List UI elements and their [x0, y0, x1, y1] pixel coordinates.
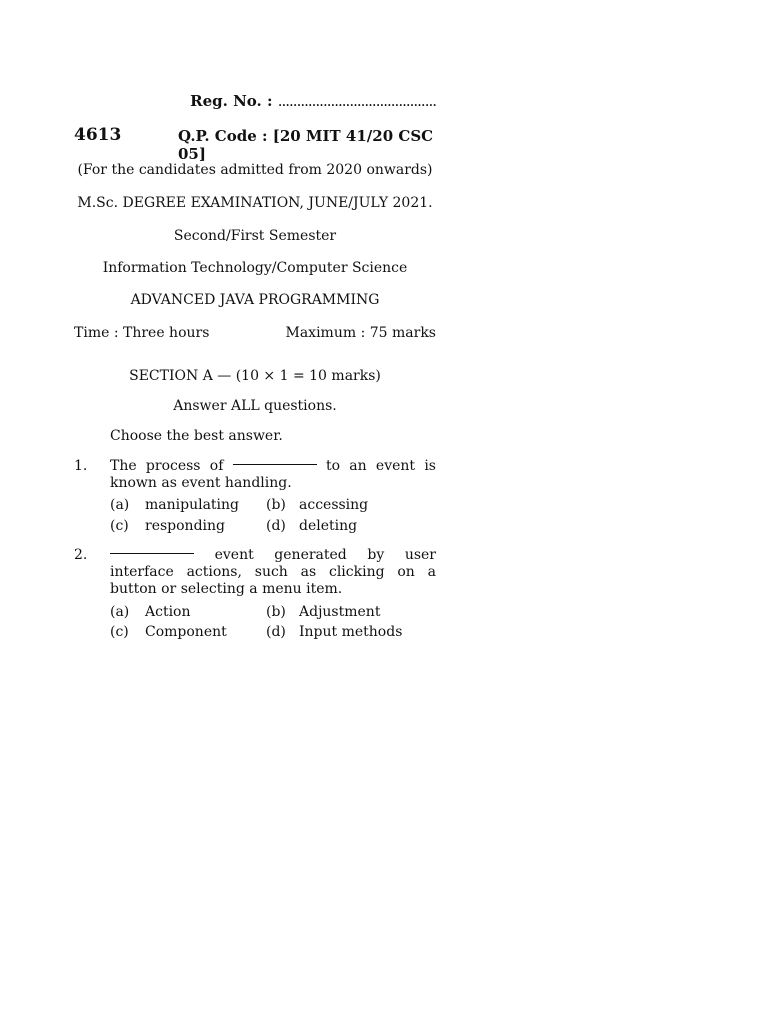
- option-text: accessing: [299, 497, 369, 513]
- question-stem: event generated by user interface actions, such as clicking on a button or selecting a menu item.: [110, 547, 436, 597]
- option-key: (c): [110, 624, 129, 640]
- subject-title: ADVANCED JAVA PROGRAMMING: [130, 292, 380, 308]
- option-key: (a): [110, 497, 130, 513]
- option-key: (d): [266, 518, 286, 534]
- option-key: (a): [110, 604, 130, 620]
- department: Information Technology/Computer Science: [102, 260, 408, 276]
- answer-blank: [233, 464, 317, 465]
- option-text: Adjustment: [299, 604, 381, 620]
- reg-no-label: Reg. No. :: [190, 92, 278, 110]
- option-text: Input methods: [299, 624, 403, 640]
- qp-code: Q.P. Code : [20 MIT 41/20 CSC 05]: [178, 127, 434, 163]
- max-marks: Maximum : 75 marks: [285, 325, 436, 341]
- answer-blank: [110, 553, 194, 554]
- option-key: (b): [266, 604, 286, 620]
- option-text: deleting: [299, 518, 358, 534]
- option-key: (c): [110, 518, 129, 534]
- option-text: Action: [145, 604, 191, 620]
- option-text: Component: [145, 624, 227, 640]
- question-number: 1.: [74, 458, 88, 474]
- choose-instruction: Choose the best answer.: [110, 428, 283, 444]
- exam-title: M.Sc. DEGREE EXAMINATION, JUNE/JULY 2021.: [77, 195, 433, 211]
- reg-no-field: [190, 92, 436, 110]
- exam-duration: Time : Three hours: [74, 325, 210, 341]
- paper-number: 4613: [74, 125, 122, 145]
- reg-no-dots: ..........................................: [277, 92, 436, 110]
- option-text: responding: [145, 518, 225, 534]
- option-text: manipulating: [145, 497, 240, 513]
- question-stem: The process of to an event is known as event handling.: [110, 458, 436, 491]
- admission-note: (For the candidates admitted from 2020 onwards): [77, 162, 433, 178]
- section-title: SECTION A — (10 × 1 = 10 marks): [129, 368, 381, 384]
- semester: Second/First Semester: [173, 228, 337, 244]
- option-key: (d): [266, 624, 286, 640]
- section-instruction: Answer ALL questions.: [173, 398, 337, 414]
- question-number: 2.: [74, 547, 88, 563]
- option-key: (b): [266, 497, 286, 513]
